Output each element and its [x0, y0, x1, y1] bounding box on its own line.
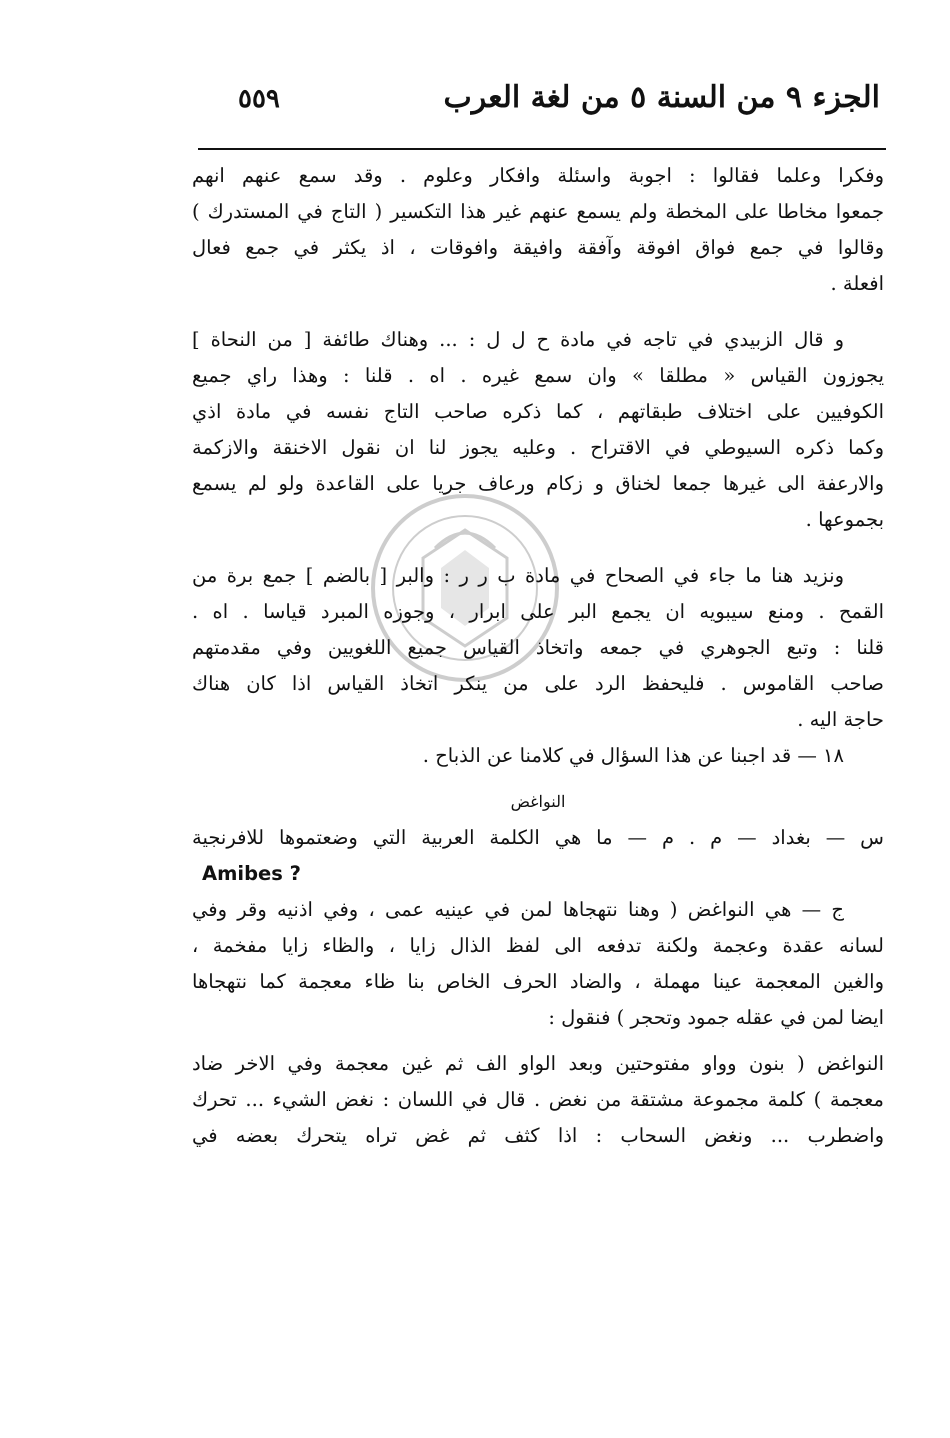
answer-paragraph — [192, 892, 884, 1036]
text-line: وفكرا وعلما فقالوا : اجوبة واسئلة وافكار وعلوم . وقد سمع عنهم انهم — [192, 164, 884, 187]
text-line: بجموعها . — [805, 508, 884, 531]
text-line: الكوفيين على اختلاف طبقاتهم ، كما ذكره صاحب التاج نفسه في مادة اذي — [192, 400, 884, 423]
text-line: يجوزون القياس « مطلقا » وان سمع غيره . اه . قلنا : وهذا راي جميع — [192, 364, 884, 387]
text-line: قلنا : وتبع الجوهري في جمعه واتخاذ القياس جميع اللغويين وفي مقدمتهم — [192, 636, 884, 659]
text-line: ١٨ — قد اجبنا عن هذا السؤال في كلامنا عن الذباح . — [422, 744, 844, 767]
paragraph-4 — [192, 738, 884, 774]
question-paragraph — [192, 820, 884, 892]
text-line: وكما ذكره السيوطي في الاقتراح . وعليه يجوز لنا ان نقول الاخنقة والازكمة — [192, 436, 884, 459]
paragraph-2 — [192, 322, 884, 538]
text-line: لسانه عقدة وعجمة ولكنة تدفعه الى لفظ الذال زايا ، والظاء زايا مفخمة ، — [192, 934, 884, 957]
text-line: افعلة . — [830, 272, 884, 295]
text-line: ونزيد هنا ما جاء في الصحاح في مادة ب ر ر : والبر [ بالضم ] جمع برة من — [192, 564, 844, 587]
text-line: واضطرب ... ونغض السحاب : اذا كثف ثم غض تراه يتحرك بعضه في — [192, 1124, 884, 1147]
article-body — [192, 158, 884, 1154]
text-line: صاحب القاموس . فليحفظ الرد على من ينكر اتخاذ القياس اذا كان هناك — [192, 672, 884, 695]
text-line: والغين المعجمة عينا مهملة ، والضاد الحرف الخاص بنا ظاء معجمة كما نتهجاها — [192, 970, 884, 993]
page-number: ٥٥٩ — [238, 84, 280, 114]
text-line: حاجة اليه . — [797, 708, 884, 731]
final-paragraph — [192, 1046, 884, 1154]
text-line: القمح . ومنع سيبويه ان يجمع البر على ابرار ، وجوزه المبرد قياسا . اه . — [192, 600, 884, 623]
text-line: معجمة ) كلمة مجموعة مشتقة من نغض . قال في اللسان : نغض الشيء ... تحرك — [192, 1088, 884, 1111]
text-line: جمعوا مخاطا على المخطة ولم يسمع عنهم غير هذا التكسير ( التاج في المستدرك ) — [192, 200, 884, 223]
running-header — [200, 78, 880, 126]
text-line: النواغض ( بنون وواو مفتوحتين وبعد الواو الف ثم غين معجمة وفي الاخر ضاد — [192, 1052, 884, 1075]
journal-title: الجزء ٩ من السنة ٥ من لغة العرب — [443, 80, 880, 115]
text-line: وقالوا في جمع فواق افوقة وآفقة وافيقة وافوقات ، اذ يكثر في جمع فعال — [192, 236, 884, 259]
text-line: ايضا لمن في عقله جمود وتحجر ) فنقول : — [548, 1006, 884, 1029]
section-title: النواغض — [510, 792, 566, 811]
paragraph-3 — [192, 558, 884, 738]
header-rule — [198, 148, 886, 150]
text-line: والارعفة الى غيرها جمعا لخناق و زكام ورعاف جريا على القاعدة ولو لم يسمع — [192, 472, 884, 495]
paragraph-1 — [192, 158, 884, 302]
text-line: س — بغداد — م . م — ما هي الكلمة العربية التي وضعتموها للافرنجية — [192, 826, 884, 849]
text-line: ج — هي النواغض ( وهنا نتهجاها لمن في عينيه عمى ، وفي اذنيه وقر وفي — [192, 898, 844, 921]
latin-term: Amibes ? — [202, 862, 301, 885]
text-line: و قال الزبيدي في تاجه في مادة ح ل ل : ... وهناك طائفة [ من النحاة ] — [192, 328, 844, 351]
